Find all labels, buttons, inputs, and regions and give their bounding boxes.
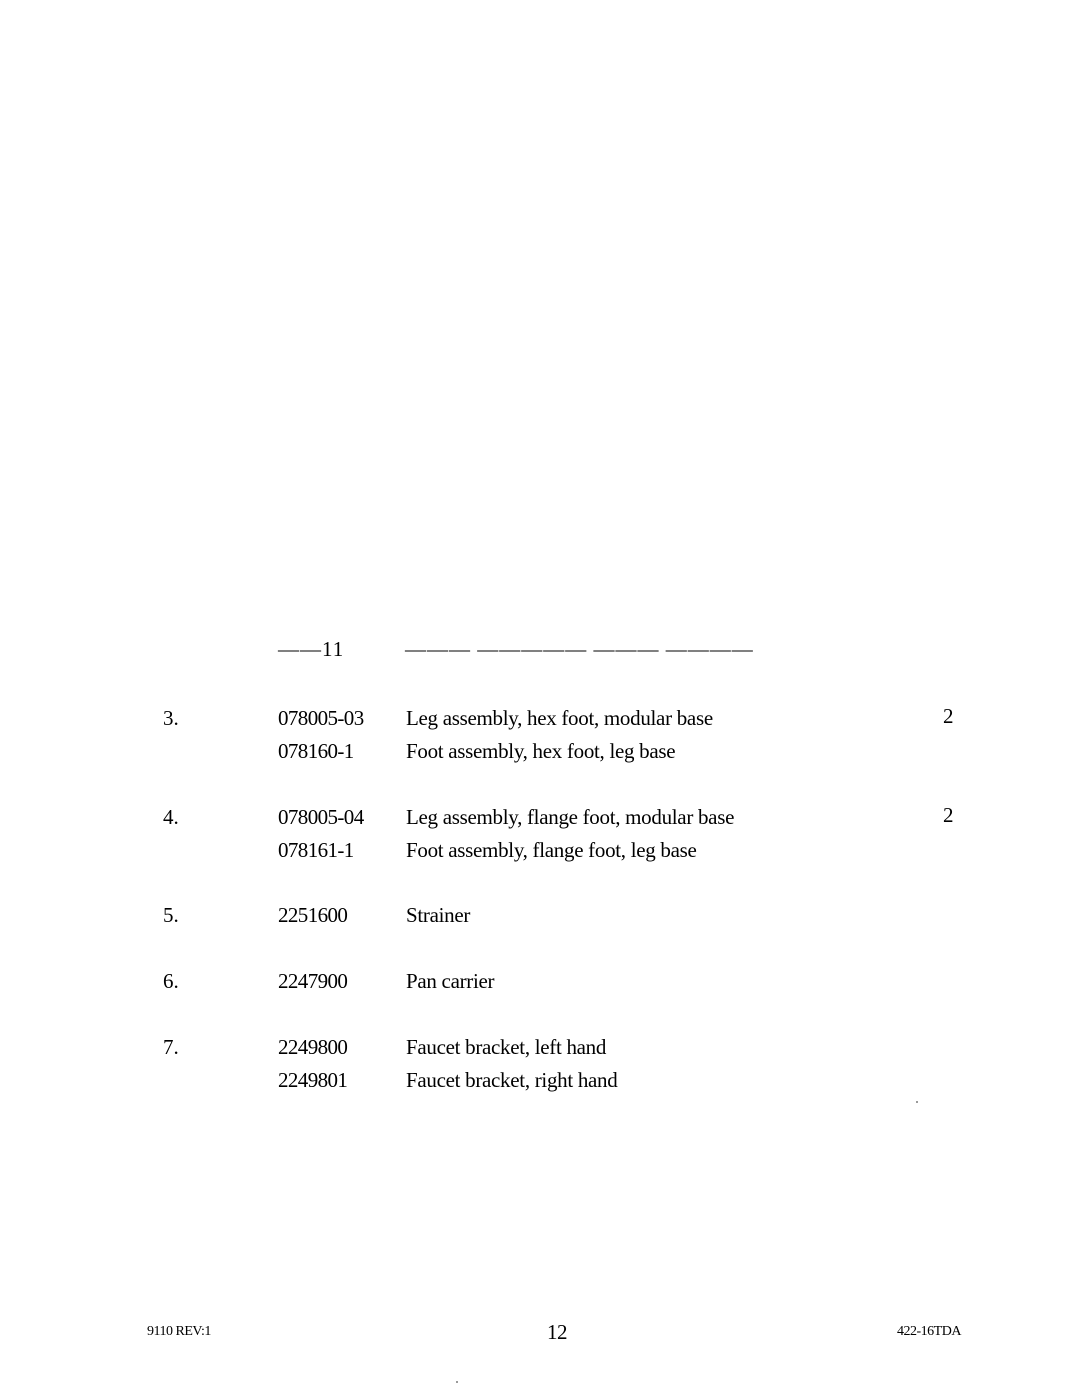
part-number: 2249800 bbox=[278, 1035, 348, 1059]
part-description: Foot assembly, hex foot, leg base bbox=[406, 739, 676, 763]
part-number: 2251600 bbox=[278, 903, 348, 927]
cut-off-part-number bbox=[278, 637, 370, 661]
part-number: 078005-03 bbox=[278, 706, 364, 730]
document-revision: 9110 REV:1 bbox=[147, 1324, 211, 1339]
part-description: Leg assembly, hex foot, modular base bbox=[406, 706, 713, 730]
cut-off-desc-text: ——— ————— ——— ———— bbox=[405, 637, 754, 661]
part-description: Faucet bracket, left hand bbox=[406, 1035, 607, 1059]
item-number: 3. bbox=[163, 706, 179, 730]
part-description: Leg assembly, flange foot, modular base bbox=[406, 805, 735, 829]
scan-speck bbox=[916, 1101, 918, 1103]
item-number: 4. bbox=[163, 805, 179, 829]
item-number: 7. bbox=[163, 1035, 179, 1059]
part-description: Pan carrier bbox=[406, 969, 495, 993]
cut-off-part-text: ——11 bbox=[278, 637, 345, 661]
part-number: 2247900 bbox=[278, 969, 348, 993]
part-quantity: 2 bbox=[943, 803, 954, 827]
part-number: 078005-04 bbox=[278, 805, 364, 829]
part-number: 078161-1 bbox=[278, 838, 354, 862]
part-description: Faucet bracket, right hand bbox=[406, 1068, 618, 1092]
item-number: 6. bbox=[163, 969, 179, 993]
part-quantity: 2 bbox=[943, 704, 954, 728]
cut-off-description bbox=[405, 637, 754, 661]
page-number: 12 bbox=[547, 1320, 567, 1344]
part-number: 2249801 bbox=[278, 1068, 348, 1092]
scan-speck bbox=[456, 1381, 458, 1383]
part-number: 078160-1 bbox=[278, 739, 354, 763]
item-number: 5. bbox=[163, 903, 179, 927]
part-description: Strainer bbox=[406, 903, 471, 927]
part-description: Foot assembly, flange foot, leg base bbox=[406, 838, 697, 862]
document-code: 422-16TDA bbox=[897, 1324, 961, 1339]
